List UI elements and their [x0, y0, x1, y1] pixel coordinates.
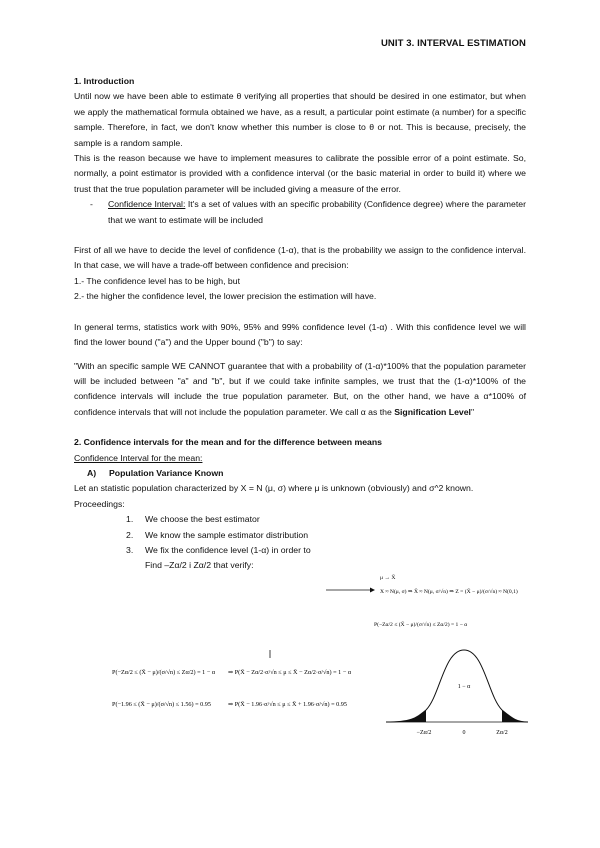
step-number: 1.: [126, 514, 134, 525]
paragraph-intro-2: This is the reason because we have to implement measures to calibrate the possible error of a point estimate. So, normally, a point estimator is provided with a confidence interval (or the basic material in order to build it) where we trust that the true population parameter will be included giving a measure of the error.: [74, 153, 526, 194]
quote-paragraph: [74, 359, 526, 421]
spacer: [74, 305, 526, 320]
list-line-1: 1.- The confidence level has to be high, but: [74, 275, 240, 286]
formula-distribution: X ≈ N(μ, σ) ⇒ X̄ ≈ N(μ, σ/√n) ⇒ Z = (X̄ − μ)/(σ/√n) ≈ N(0,1): [380, 589, 518, 595]
quote-end: ": [470, 406, 475, 417]
subsection-a-title: Population Variance Known: [109, 467, 224, 478]
unit-title: UNIT 3. INTERVAL ESTIMATION: [380, 38, 526, 49]
step-item: [126, 528, 526, 543]
proceedings-label: Proceedings:: [74, 498, 125, 509]
step-number: 2.: [126, 529, 134, 540]
equation-2-left: P(−1.96 ≤ (X̄ − μ)/(σ/√n) ≤ 1.56) = 0.95: [112, 701, 211, 708]
formula-probability: P(−Zα/2 ≤ (X̄ − μ)/(σ/√n) ≤ Zα/2) = 1 − α: [374, 622, 468, 628]
spacer: [74, 351, 526, 359]
x-label-right: Zα/2: [496, 730, 508, 736]
list-line-2: 2.- the higher the confidence level, the lower precision the estimation will have.: [74, 291, 377, 302]
bullet-dash: -: [90, 199, 93, 210]
paragraph-confidence-level: First of all we have to decide the level of confidence (1-α), that is the probability we assign to the confidence interval. In that case, we will have a trade-off between confidence and precision:: [74, 245, 526, 271]
quote-bold-term: Signification Level: [394, 406, 471, 417]
interval-equations: [110, 650, 400, 714]
bullet-confidence-interval: [90, 197, 526, 228]
paragraph-population: Let an statistic population characterized by X = N (μ, σ) where μ is unknown (obviously) and σ^2 known.: [74, 483, 474, 494]
bullet-text: [108, 197, 526, 228]
equation-1-right: ⇒ P(X̄ − Zα/2·σ/√n ≤ μ ≤ X̄ − Zα/2·σ/√n) = 1 − α: [228, 669, 352, 676]
step-3-find: Find –Zα/2 i Zα/2 that verify:: [145, 560, 254, 571]
x-label-left: −Zα/2: [416, 730, 432, 736]
steps-list: [126, 512, 526, 574]
formula-estimator: μ → X̄: [380, 575, 396, 581]
step-text: We fix the confidence level (1-α) in order to: [145, 544, 311, 555]
spacer: [74, 228, 526, 243]
center-area-label: 1 − α: [457, 684, 471, 690]
quote-text: "With an specific sample WE CANNOT guarantee that with a probability of (1-α)*100% that the population parameter will be included between "a" and "b", but if we could take infinite samples, we trust that the (1-α)*100% of the confidence intervals will include the true population parameter. But, on the other hand, we have a α*100% of confidence intervals that will not include the population parameter. We call α as the: [74, 360, 526, 417]
step-item: [126, 512, 526, 527]
section-2-heading: 2. Confidence intervals for the mean and for the difference between means: [74, 437, 382, 448]
arrow-head: [370, 588, 375, 593]
paragraph-general-terms: In general terms, statistics work with 90%, 95% and 99% confidence level (1-α) . With this confidence level we will find the lower bound ("a") and the Upper bound ("b") to say:: [74, 321, 526, 348]
step-text: We know the sample estimator distribution: [145, 529, 309, 540]
x-label-zero: 0: [462, 730, 466, 736]
step-item: [126, 543, 526, 558]
step-formulas: [320, 568, 560, 632]
subsection-a-label: A): [87, 467, 97, 478]
bullet-term: Confidence Interval:: [108, 199, 186, 210]
spacer: [74, 420, 526, 435]
step-number: 3.: [126, 544, 134, 555]
document-body: [74, 74, 526, 574]
step-text: We choose the best estimator: [145, 514, 260, 525]
section-2-subheading: Confidence Interval for the mean:: [74, 452, 203, 463]
bullet-definition: It's a set of values with an specific probability (Confidence degree) where the parameter that we want to estimate will be included: [108, 199, 526, 225]
right-tail-area: [502, 710, 528, 722]
section-1-heading: 1. Introduction: [74, 76, 135, 86]
normal-curve-chart: [382, 648, 532, 740]
equation-2-right: ⇒ P(X̄ − 1.96·σ/√n ≤ μ ≤ X̄ + 1.96·σ/√n) = 0.95: [228, 701, 347, 708]
equation-1-left: P(−Zα/2 ≤ (X̄ − μ)/(σ/√n) ≤ Zα/2) = 1 − α: [112, 669, 216, 676]
paragraph-intro-1: Until now we have been able to estimate θ verifying all properties that should be desired in one estimator, but when we apply the mathematical formula obtained we have, as a result, a particular point estimate (a number) for a specific sample. Therefore, in fact, we don't know whether this number is close to θ or not. This is because, precisely, the sample is a random sample.: [74, 91, 526, 148]
subsection-a: [87, 466, 526, 481]
